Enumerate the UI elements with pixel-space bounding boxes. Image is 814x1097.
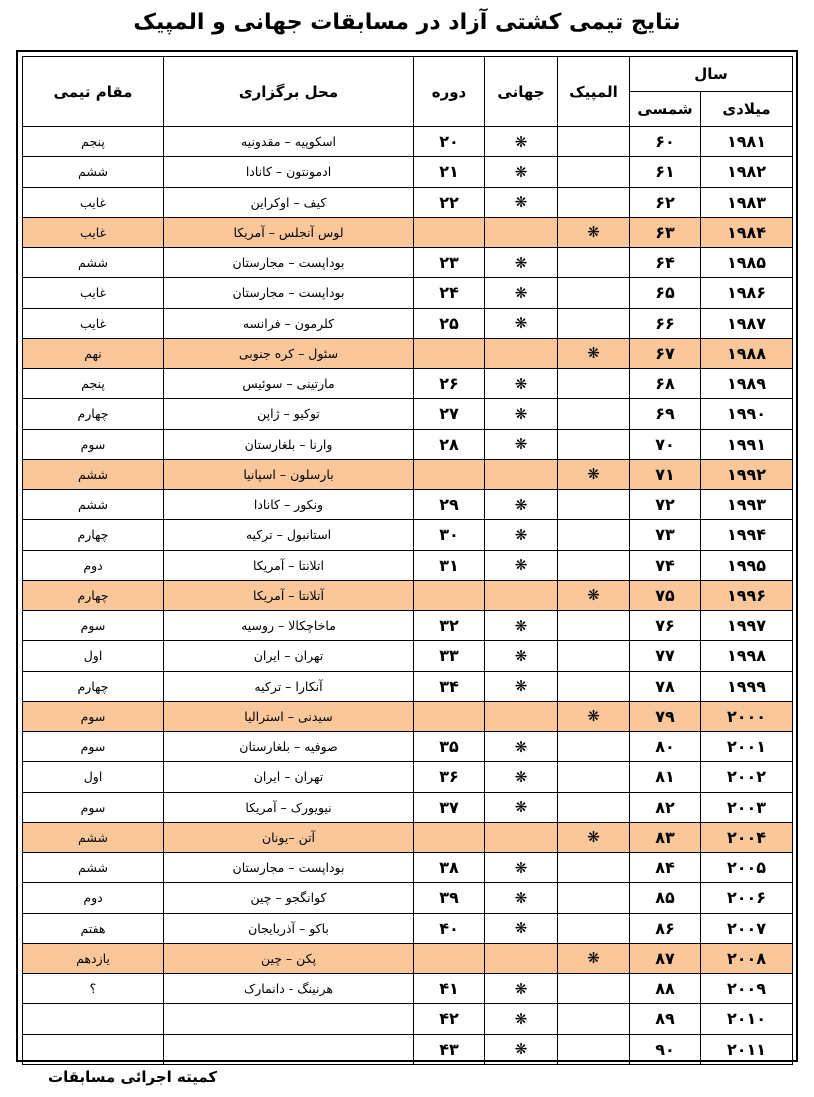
cell-venue: هرنینگ - دانمارک xyxy=(164,974,414,1004)
cell-venue: وارنا – بلغارستان xyxy=(164,429,414,459)
cell-olympic-mark: ❋ xyxy=(558,217,630,247)
cell-edition: ۲۶ xyxy=(414,369,485,399)
cell-rank: دوم xyxy=(23,550,164,580)
header-olympic: المپیک xyxy=(558,57,630,127)
cell-edition: ۳۲ xyxy=(414,611,485,641)
cell-world-mark: ❋ xyxy=(485,1004,558,1034)
cell-venue: تهران – ایران xyxy=(164,762,414,792)
cell-rank xyxy=(23,1034,164,1064)
cell-world-mark: ❋ xyxy=(485,429,558,459)
table-row xyxy=(23,429,793,459)
cell-venue: کوانگجو – چین xyxy=(164,883,414,913)
results-table-frame xyxy=(16,50,798,1062)
cell-gregorian-year: ۱۹۹۱ xyxy=(701,429,793,459)
header-year: سال xyxy=(630,57,793,92)
cell-solar-year: ۸۶ xyxy=(630,913,701,943)
cell-venue: نیویورک – آمریکا xyxy=(164,792,414,822)
cell-gregorian-year: ۱۹۸۲ xyxy=(701,157,793,187)
table-row xyxy=(23,1004,793,1034)
table-row xyxy=(23,641,793,671)
cell-venue: توکیو – ژاپن xyxy=(164,399,414,429)
cell-world-mark xyxy=(485,459,558,489)
cell-rank: اول xyxy=(23,762,164,792)
cell-gregorian-year: ۲۰۰۵ xyxy=(701,853,793,883)
cell-world-mark: ❋ xyxy=(485,974,558,1004)
cell-rank: سوم xyxy=(23,732,164,762)
cell-rank: سوم xyxy=(23,701,164,731)
cell-edition: ۴۰ xyxy=(414,913,485,943)
cell-world-mark: ❋ xyxy=(485,671,558,701)
cell-world-mark: ❋ xyxy=(485,762,558,792)
cell-venue: آتلانتا – آمریکا xyxy=(164,580,414,610)
cell-venue: سئول – کره جنوبی xyxy=(164,338,414,368)
cell-edition: ۳۸ xyxy=(414,853,485,883)
cell-venue: آتن –یونان xyxy=(164,822,414,852)
cell-solar-year: ۷۲ xyxy=(630,490,701,520)
cell-solar-year: ۶۶ xyxy=(630,308,701,338)
cell-edition: ۲۲ xyxy=(414,187,485,217)
cell-world-mark: ❋ xyxy=(485,792,558,822)
cell-world-mark xyxy=(485,943,558,973)
cell-edition xyxy=(414,459,485,489)
table-row xyxy=(23,369,793,399)
cell-venue: اتلانتا – آمریکا xyxy=(164,550,414,580)
cell-gregorian-year: ۱۹۹۳ xyxy=(701,490,793,520)
cell-rank: ششم xyxy=(23,853,164,883)
cell-olympic-mark xyxy=(558,308,630,338)
cell-venue: صوفیه – بلغارستان xyxy=(164,732,414,762)
table-row xyxy=(23,278,793,308)
header-edition: دوره xyxy=(414,57,485,127)
cell-edition: ۳۶ xyxy=(414,762,485,792)
cell-rank: سوم xyxy=(23,792,164,822)
cell-world-mark: ❋ xyxy=(485,248,558,278)
cell-edition xyxy=(414,943,485,973)
cell-gregorian-year: ۲۰۰۷ xyxy=(701,913,793,943)
cell-gregorian-year: ۱۹۹۷ xyxy=(701,611,793,641)
cell-edition: ۲۹ xyxy=(414,490,485,520)
cell-solar-year: ۷۳ xyxy=(630,520,701,550)
cell-gregorian-year: ۲۰۰۶ xyxy=(701,883,793,913)
cell-world-mark xyxy=(485,217,558,247)
cell-rank: نهم xyxy=(23,338,164,368)
cell-gregorian-year: ۱۹۸۹ xyxy=(701,369,793,399)
cell-gregorian-year: ۲۰۰۴ xyxy=(701,822,793,852)
table-row xyxy=(23,550,793,580)
cell-world-mark xyxy=(485,822,558,852)
cell-olympic-mark xyxy=(558,127,630,157)
cell-gregorian-year: ۲۰۱۱ xyxy=(701,1034,793,1064)
page-title: نتایج تیمی کشتی آزاد در مسابقات جهانی و المپیک xyxy=(133,10,681,35)
cell-venue: ادمونتون – کانادا xyxy=(164,157,414,187)
table-row xyxy=(23,308,793,338)
cell-solar-year: ۸۴ xyxy=(630,853,701,883)
cell-venue: اسکوپیه – مقدونیه xyxy=(164,127,414,157)
cell-edition xyxy=(414,822,485,852)
cell-solar-year: ۷۷ xyxy=(630,641,701,671)
table-row xyxy=(23,459,793,489)
cell-rank: ؟ xyxy=(23,974,164,1004)
header-rank: مقام تیمی xyxy=(23,57,164,127)
cell-gregorian-year: ۱۹۹۶ xyxy=(701,580,793,610)
table-row xyxy=(23,338,793,368)
cell-rank: غایب xyxy=(23,187,164,217)
cell-olympic-mark xyxy=(558,883,630,913)
cell-edition xyxy=(414,701,485,731)
cell-solar-year: ۶۱ xyxy=(630,157,701,187)
cell-gregorian-year: ۱۹۸۶ xyxy=(701,278,793,308)
cell-solar-year: ۶۵ xyxy=(630,278,701,308)
footer-signature: کمیته اجرائی مسابقات xyxy=(48,1068,218,1086)
cell-olympic-mark xyxy=(558,671,630,701)
cell-solar-year: ۶۲ xyxy=(630,187,701,217)
cell-rank: پنجم xyxy=(23,127,164,157)
cell-olympic-mark: ❋ xyxy=(558,338,630,368)
cell-olympic-mark: ❋ xyxy=(558,580,630,610)
cell-olympic-mark xyxy=(558,187,630,217)
cell-solar-year: ۶۷ xyxy=(630,338,701,368)
cell-rank: غایب xyxy=(23,278,164,308)
cell-solar-year: ۷۸ xyxy=(630,671,701,701)
cell-edition: ۴۱ xyxy=(414,974,485,1004)
cell-world-mark: ❋ xyxy=(485,278,558,308)
cell-world-mark xyxy=(485,701,558,731)
cell-solar-year: ۸۸ xyxy=(630,974,701,1004)
cell-venue: بوداپست – مجارستان xyxy=(164,853,414,883)
cell-gregorian-year: ۱۹۸۷ xyxy=(701,308,793,338)
cell-olympic-mark xyxy=(558,1034,630,1064)
cell-edition: ۳۵ xyxy=(414,732,485,762)
cell-edition: ۲۱ xyxy=(414,157,485,187)
cell-rank: هفتم xyxy=(23,913,164,943)
cell-solar-year: ۷۵ xyxy=(630,580,701,610)
cell-venue: سیدنی – استرالیا xyxy=(164,701,414,731)
cell-venue: بارسلون – اسپانیا xyxy=(164,459,414,489)
cell-rank: سوم xyxy=(23,429,164,459)
cell-venue: کلرمون – فرانسه xyxy=(164,308,414,338)
table-row xyxy=(23,853,793,883)
cell-gregorian-year: ۱۹۸۳ xyxy=(701,187,793,217)
cell-gregorian-year: ۱۹۸۴ xyxy=(701,217,793,247)
header-world: جهانی xyxy=(485,57,558,127)
cell-venue xyxy=(164,1004,414,1034)
cell-venue: باکو – آذربایجان xyxy=(164,913,414,943)
cell-rank: چهارم xyxy=(23,399,164,429)
table-row xyxy=(23,611,793,641)
cell-gregorian-year: ۲۰۰۸ xyxy=(701,943,793,973)
cell-solar-year: ۶۹ xyxy=(630,399,701,429)
cell-olympic-mark xyxy=(558,429,630,459)
cell-rank: چهارم xyxy=(23,671,164,701)
cell-edition: ۲۴ xyxy=(414,278,485,308)
cell-olympic-mark xyxy=(558,278,630,308)
cell-rank: ششم xyxy=(23,490,164,520)
cell-venue: لوس آنجلس – آمریکا xyxy=(164,217,414,247)
cell-venue: کیف – اوکراین xyxy=(164,187,414,217)
cell-gregorian-year: ۱۹۸۵ xyxy=(701,248,793,278)
cell-venue: مارتینی – سوئیس xyxy=(164,369,414,399)
cell-venue: بوداپست – مجارستان xyxy=(164,248,414,278)
cell-olympic-mark xyxy=(558,641,630,671)
cell-gregorian-year: ۲۰۰۱ xyxy=(701,732,793,762)
table-row xyxy=(23,822,793,852)
cell-solar-year: ۶۳ xyxy=(630,217,701,247)
cell-venue: پکن – چین xyxy=(164,943,414,973)
cell-world-mark: ❋ xyxy=(485,520,558,550)
header-gregorian: میلادی xyxy=(701,92,793,127)
table-body xyxy=(23,127,793,1065)
cell-edition: ۲۵ xyxy=(414,308,485,338)
cell-edition: ۴۳ xyxy=(414,1034,485,1064)
cell-olympic-mark: ❋ xyxy=(558,459,630,489)
cell-edition: ۳۱ xyxy=(414,550,485,580)
cell-edition xyxy=(414,580,485,610)
table-row xyxy=(23,157,793,187)
table-row xyxy=(23,1034,793,1064)
cell-rank: غایب xyxy=(23,308,164,338)
cell-olympic-mark xyxy=(558,550,630,580)
cell-olympic-mark xyxy=(558,853,630,883)
table-row xyxy=(23,943,793,973)
cell-world-mark: ❋ xyxy=(485,399,558,429)
cell-edition: ۳۳ xyxy=(414,641,485,671)
cell-solar-year: ۷۴ xyxy=(630,550,701,580)
table-row xyxy=(23,883,793,913)
table-row xyxy=(23,913,793,943)
cell-gregorian-year: ۲۰۰۹ xyxy=(701,974,793,1004)
cell-edition: ۲۰ xyxy=(414,127,485,157)
cell-venue: استانبول – ترکیه xyxy=(164,520,414,550)
table-row xyxy=(23,701,793,731)
cell-olympic-mark: ❋ xyxy=(558,701,630,731)
cell-gregorian-year: ۲۰۰۰ xyxy=(701,701,793,731)
cell-world-mark xyxy=(485,580,558,610)
cell-world-mark: ❋ xyxy=(485,641,558,671)
cell-venue: ونکور – کانادا xyxy=(164,490,414,520)
cell-world-mark: ❋ xyxy=(485,187,558,217)
cell-world-mark: ❋ xyxy=(485,611,558,641)
table-row xyxy=(23,580,793,610)
cell-solar-year: ۶۰ xyxy=(630,127,701,157)
cell-solar-year: ۶۴ xyxy=(630,248,701,278)
cell-solar-year: ۷۰ xyxy=(630,429,701,459)
cell-solar-year: ۸۹ xyxy=(630,1004,701,1034)
cell-olympic-mark xyxy=(558,913,630,943)
cell-world-mark: ❋ xyxy=(485,550,558,580)
cell-olympic-mark: ❋ xyxy=(558,943,630,973)
cell-rank: پنجم xyxy=(23,369,164,399)
cell-olympic-mark xyxy=(558,974,630,1004)
cell-venue: تهران – ایران xyxy=(164,641,414,671)
cell-rank: ششم xyxy=(23,459,164,489)
table-row xyxy=(23,762,793,792)
cell-olympic-mark xyxy=(558,1004,630,1034)
cell-world-mark xyxy=(485,338,558,368)
cell-venue: ماخاچکالا – روسیه xyxy=(164,611,414,641)
cell-rank: دوم xyxy=(23,883,164,913)
cell-solar-year: ۸۱ xyxy=(630,762,701,792)
table-row xyxy=(23,217,793,247)
cell-solar-year: ۷۱ xyxy=(630,459,701,489)
cell-world-mark: ❋ xyxy=(485,913,558,943)
cell-olympic-mark: ❋ xyxy=(558,822,630,852)
cell-gregorian-year: ۱۹۸۱ xyxy=(701,127,793,157)
cell-world-mark: ❋ xyxy=(485,369,558,399)
cell-olympic-mark xyxy=(558,399,630,429)
cell-edition: ۳۷ xyxy=(414,792,485,822)
cell-edition: ۲۷ xyxy=(414,399,485,429)
cell-rank: اول xyxy=(23,641,164,671)
cell-edition: ۲۳ xyxy=(414,248,485,278)
cell-solar-year: ۸۵ xyxy=(630,883,701,913)
cell-solar-year: ۸۲ xyxy=(630,792,701,822)
cell-world-mark: ❋ xyxy=(485,1034,558,1064)
cell-edition xyxy=(414,338,485,368)
cell-edition: ۳۹ xyxy=(414,883,485,913)
cell-solar-year: ۶۸ xyxy=(630,369,701,399)
cell-olympic-mark xyxy=(558,792,630,822)
cell-rank: چهارم xyxy=(23,520,164,550)
cell-venue xyxy=(164,1034,414,1064)
cell-rank xyxy=(23,1004,164,1034)
header-solar: شمسی xyxy=(630,92,701,127)
cell-gregorian-year: ۱۹۹۰ xyxy=(701,399,793,429)
cell-solar-year: ۷۶ xyxy=(630,611,701,641)
cell-gregorian-year: ۱۹۸۸ xyxy=(701,338,793,368)
cell-world-mark: ❋ xyxy=(485,127,558,157)
cell-gregorian-year: ۱۹۹۲ xyxy=(701,459,793,489)
cell-world-mark: ❋ xyxy=(485,157,558,187)
cell-gregorian-year: ۱۹۹۹ xyxy=(701,671,793,701)
cell-solar-year: ۹۰ xyxy=(630,1034,701,1064)
cell-gregorian-year: ۱۹۹۵ xyxy=(701,550,793,580)
table-row xyxy=(23,792,793,822)
cell-gregorian-year: ۱۹۹۸ xyxy=(701,641,793,671)
table-row xyxy=(23,248,793,278)
cell-gregorian-year: ۲۰۰۳ xyxy=(701,792,793,822)
table-row xyxy=(23,520,793,550)
cell-olympic-mark xyxy=(558,762,630,792)
cell-solar-year: ۸۰ xyxy=(630,732,701,762)
table-row xyxy=(23,399,793,429)
cell-edition: ۳۴ xyxy=(414,671,485,701)
cell-world-mark: ❋ xyxy=(485,308,558,338)
results-table xyxy=(22,56,793,1065)
cell-gregorian-year: ۱۹۹۴ xyxy=(701,520,793,550)
cell-world-mark: ❋ xyxy=(485,490,558,520)
table-row xyxy=(23,974,793,1004)
cell-rank: ششم xyxy=(23,157,164,187)
cell-edition xyxy=(414,217,485,247)
cell-edition: ۳۰ xyxy=(414,520,485,550)
cell-world-mark: ❋ xyxy=(485,853,558,883)
table-row xyxy=(23,732,793,762)
cell-rank: ششم xyxy=(23,822,164,852)
cell-olympic-mark xyxy=(558,490,630,520)
cell-solar-year: ۸۷ xyxy=(630,943,701,973)
cell-edition: ۴۲ xyxy=(414,1004,485,1034)
cell-olympic-mark xyxy=(558,157,630,187)
cell-solar-year: ۸۳ xyxy=(630,822,701,852)
cell-gregorian-year: ۲۰۰۲ xyxy=(701,762,793,792)
cell-gregorian-year: ۲۰۱۰ xyxy=(701,1004,793,1034)
table-row xyxy=(23,490,793,520)
table-row xyxy=(23,187,793,217)
header-venue: محل برگزاری xyxy=(164,57,414,127)
cell-olympic-mark xyxy=(558,369,630,399)
cell-venue: آنکارا – ترکیه xyxy=(164,671,414,701)
cell-edition: ۲۸ xyxy=(414,429,485,459)
cell-olympic-mark xyxy=(558,248,630,278)
cell-rank: چهارم xyxy=(23,580,164,610)
cell-olympic-mark xyxy=(558,611,630,641)
cell-olympic-mark xyxy=(558,732,630,762)
cell-rank: یازدهم xyxy=(23,943,164,973)
cell-world-mark: ❋ xyxy=(485,883,558,913)
table-row xyxy=(23,127,793,157)
cell-solar-year: ۷۹ xyxy=(630,701,701,731)
cell-rank: غایب xyxy=(23,217,164,247)
cell-venue: بوداپست – مجارستان xyxy=(164,278,414,308)
cell-olympic-mark xyxy=(558,520,630,550)
cell-rank: سوم xyxy=(23,611,164,641)
cell-rank: ششم xyxy=(23,248,164,278)
cell-world-mark: ❋ xyxy=(485,732,558,762)
table-row xyxy=(23,671,793,701)
